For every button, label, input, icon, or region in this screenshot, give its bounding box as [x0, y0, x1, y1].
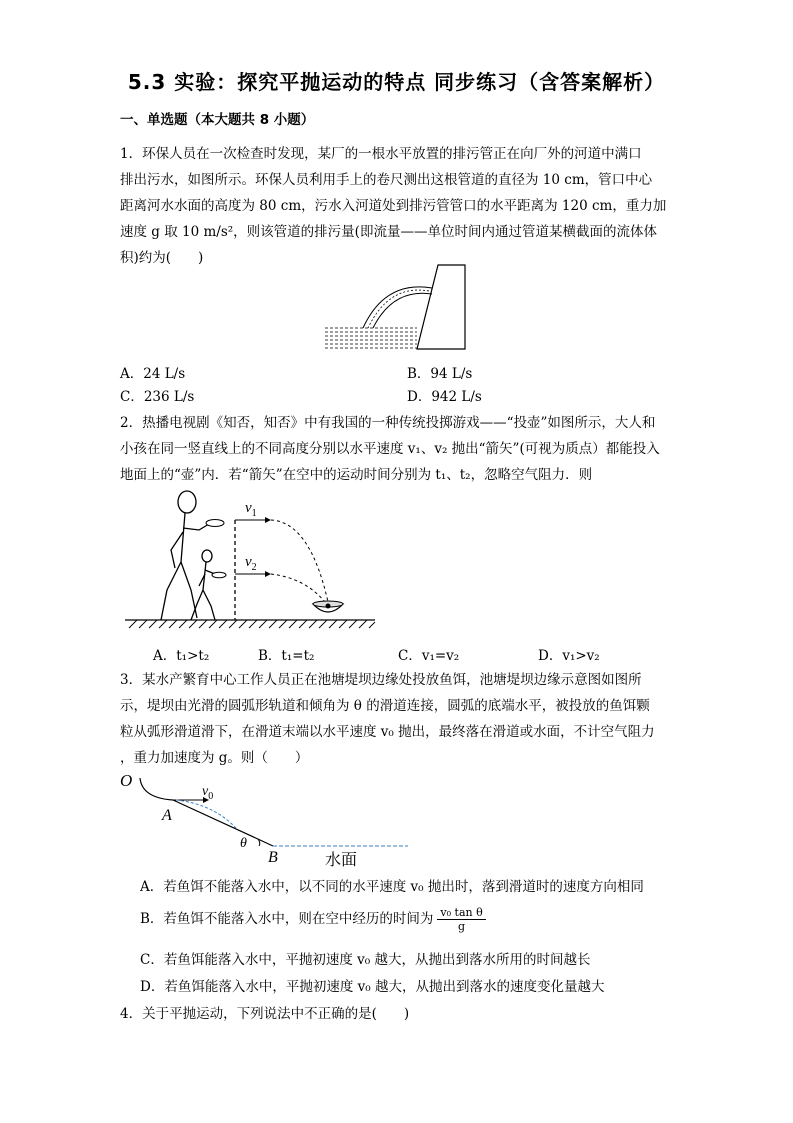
- q1-option-a[interactable]: A．24 L/s: [120, 366, 186, 382]
- q2-line: 小孩在同一竖直线上的不同高度分别以水平速度 v₁、v₂ 抛出“箭矢”(可视为质点）都能投入: [120, 441, 660, 457]
- q3-option-b-text: B．若鱼饵不能落入水中，则在空中经历的时间为: [140, 911, 434, 927]
- fraction-numerator: v₀ tan θ: [437, 906, 485, 920]
- adult-arrow-holder: [206, 520, 224, 527]
- question-1: [120, 141, 680, 271]
- q3-option-c[interactable]: C．若鱼饵能落入水中，平抛初速度 v₀ 越大，从抛出到落水所用的时间越长: [140, 952, 591, 968]
- q4-line: 4．关于平抛运动，下列说法中不正确的是( ): [120, 1006, 410, 1022]
- question-2: [120, 410, 680, 488]
- q1-line: 1．环保人员在一次检查时发现，某厂的一根水平放置的排污管正在向厂外的河道中满口: [120, 146, 642, 162]
- q3-option-a[interactable]: A．若鱼饵不能落入水中，以不同的水平速度 v₀ 抛出时，落到滑道时的速度方向相同: [140, 879, 644, 895]
- q2-option-b[interactable]: B．t₁=t₂: [258, 648, 315, 664]
- trajectory-2: [271, 574, 325, 602]
- q2-figure: [125, 490, 375, 630]
- child-arrow-holder: [212, 572, 226, 578]
- q1-option-c[interactable]: C．236 L/s: [120, 389, 195, 405]
- river-water: [325, 328, 417, 348]
- q2-line: 2．热播电视剧《知否，知否》中有我国的一种传统投掷游戏——“投壶”如图所示，大人和: [120, 415, 656, 431]
- question-3: [120, 667, 680, 771]
- label-b: B: [268, 849, 278, 866]
- q3-line: 粒从弧形滑道滑下，在滑道末端以水平速度 v₀ 抛出，最终落在滑道或水面，不计空气阻力: [120, 724, 655, 740]
- section-heading: 一、单选题（本大题共 8 小题）: [120, 112, 315, 128]
- q1-option-d[interactable]: D．942 L/s: [407, 389, 482, 405]
- q2-option-c[interactable]: C．v₁=v₂: [398, 648, 460, 664]
- q3-line: ，重力加速度为 g。则（ ）: [120, 750, 309, 766]
- q1-line: 速度 g 取 10 m/s²，则该管道的排污量(即流量——单位时间内通过管道某横截面的流体体: [120, 224, 657, 240]
- q1-figure: [325, 262, 475, 357]
- fraction-denominator: g: [458, 920, 466, 933]
- label-a: A: [162, 807, 172, 824]
- arc-track: [140, 778, 173, 800]
- label-o: O: [120, 771, 133, 790]
- arrow-in-pot: [326, 604, 331, 609]
- q2-option-a[interactable]: A．t₁>t₂: [153, 648, 210, 664]
- v2-label: $v_2$: [245, 554, 257, 573]
- theta-label: θ: [240, 836, 247, 851]
- q2-option-d[interactable]: D．v₁>v₂: [538, 648, 600, 664]
- trajectory-1: [271, 520, 328, 602]
- trajectory: [176, 800, 236, 828]
- question-4: [120, 1001, 680, 1027]
- q1-line: 距离河水水面的高度为 80 cm，污水入河道处到排污管管口的水平距离为 120 cm，重力加: [120, 198, 667, 214]
- q3-option-b-fraction: [437, 906, 485, 933]
- v1-label: $v_1$: [245, 500, 257, 519]
- q3-option-d[interactable]: D．若鱼饵能落入水中，平抛初速度 v₀ 越大，从抛出到落水的速度变化量越大: [140, 979, 605, 995]
- page-title: 5.3 实验：探究平抛运动的特点 同步练习（含答案解析）: [127, 70, 666, 94]
- q3-figure: [118, 768, 408, 868]
- q3-option-b[interactable]: [140, 906, 486, 933]
- v0-label: $v_0$: [202, 784, 214, 802]
- q1-option-b[interactable]: B．94 L/s: [407, 366, 473, 382]
- q1-line: 积)约为( ): [120, 250, 204, 266]
- q3-line: 示，堤坝由光滑的圆弧形轨道和倾角为 θ 的滑道连接，圆弧的底端水平，被投放的鱼饵颗: [120, 698, 650, 714]
- v2-arrowhead: [265, 571, 271, 577]
- water-stream-mid: [368, 290, 429, 328]
- q1-line: 排出污水，如图所示。环保人员利用手上的卷尺测出这根管道的直径为 10 cm，管口中心: [120, 172, 653, 188]
- child-figure: [191, 550, 215, 620]
- ground-hatch: [129, 620, 375, 628]
- v1-arrowhead: [265, 517, 271, 523]
- water-label: 水面: [325, 850, 358, 869]
- q3-line: 3．某水产繁育中心工作人员正在池塘堤坝边缘处投放鱼饵，池塘堤坝边缘示意图如图所: [120, 672, 642, 688]
- q2-line: 地面上的“壶”内．若“箭矢”在空中的运动时间分别为 t₁、t₂，忽略空气阻力．则: [120, 467, 593, 483]
- wall: [417, 265, 465, 349]
